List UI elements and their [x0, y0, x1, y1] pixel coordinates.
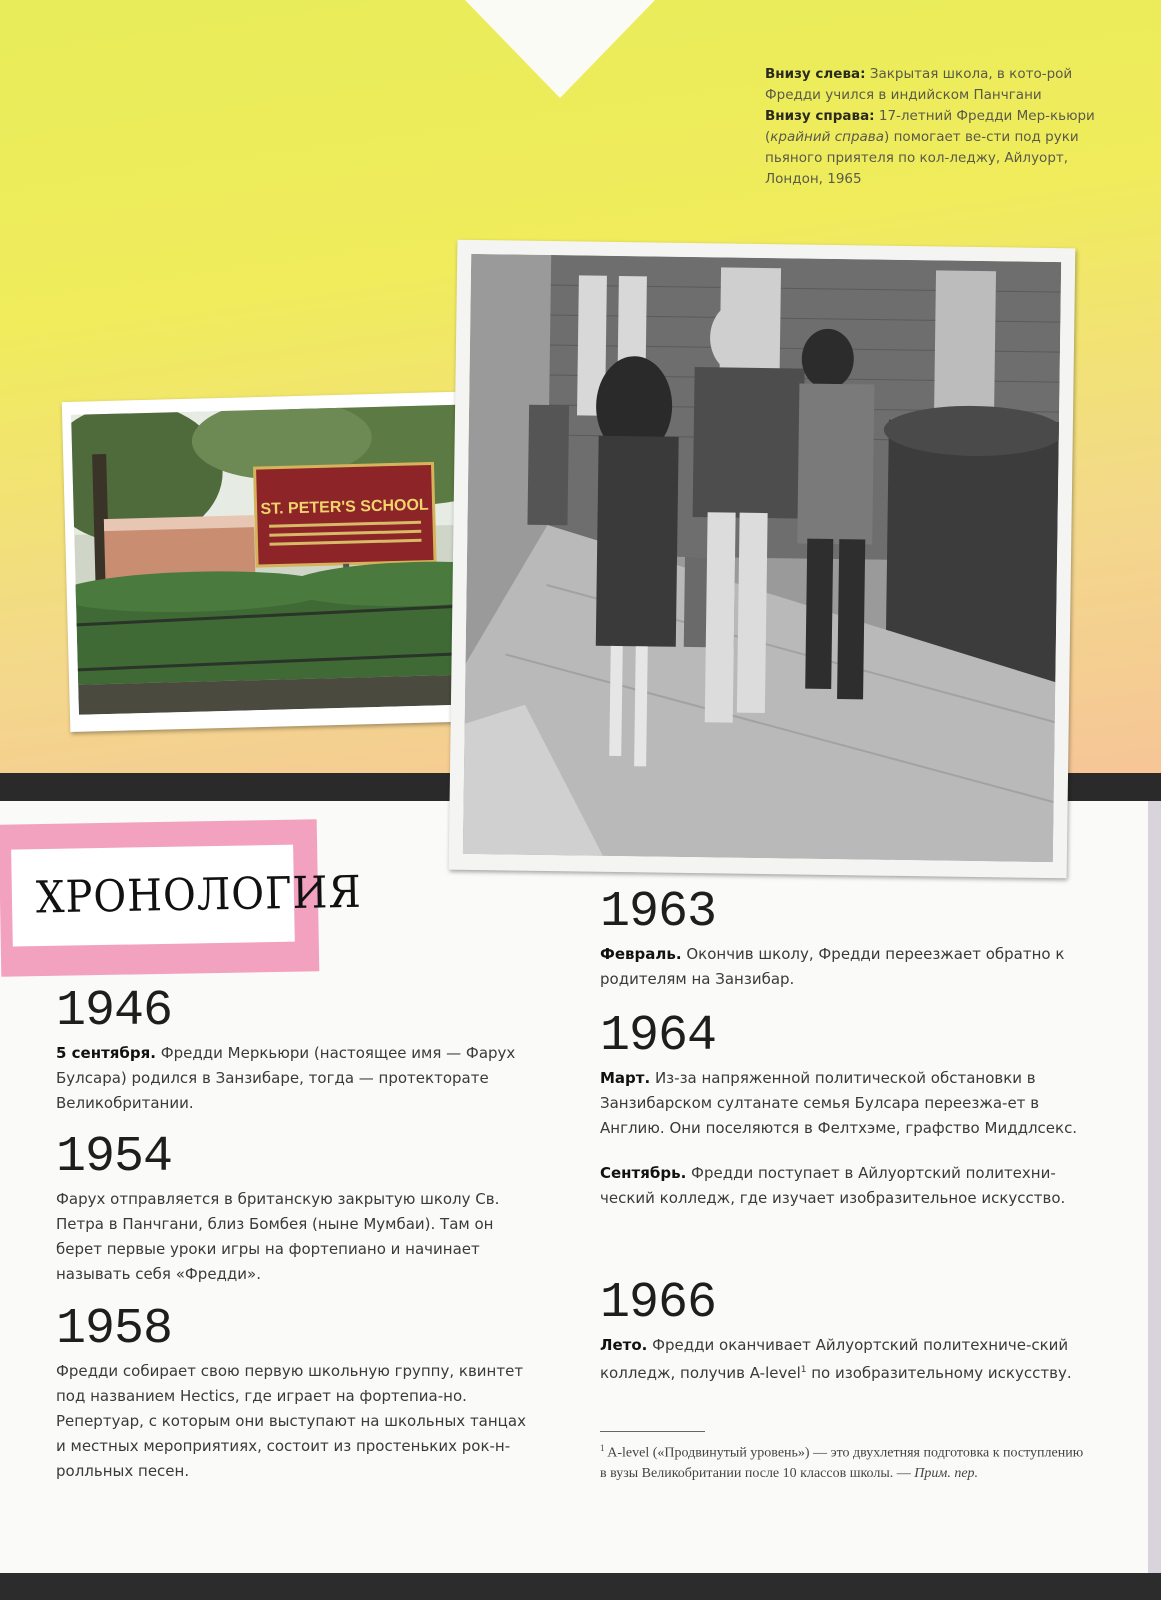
entry-date: Март.	[600, 1069, 651, 1087]
footnote-note: Прим. пер.	[914, 1465, 979, 1481]
footnote-divider	[600, 1431, 705, 1432]
year-label: 1966	[600, 1275, 717, 1332]
entry-text-2	[600, 1161, 1080, 1211]
caption-left-text: Закрытая школа, в кото-рой Фредди учился в индийском Панчгани	[765, 66, 1073, 103]
timeline-entry-1954	[56, 1129, 536, 1287]
entry-date: Лето.	[600, 1336, 648, 1354]
caption-right-text: 17-летний Фредди Мер-кьюри (	[765, 108, 1095, 145]
timeline-entry-1946	[56, 983, 536, 1116]
footnote	[600, 1438, 1090, 1484]
entry-text	[600, 1333, 1080, 1386]
footnote-text: A-level («Продвинутый уровень») — это двухлетняя подготовка к поступлению в вузы Великобритании после 10 классов школы. —	[600, 1445, 1084, 1481]
chronology-box	[11, 845, 363, 947]
entry-body-2: Фредди поступает в Айлуортский политехни-ческий колледж, где изучает изобразительное искусство.	[600, 1164, 1066, 1207]
photo-caption	[765, 64, 1095, 190]
timeline-entry-1964	[600, 1008, 1080, 1211]
entry-date: Февраль.	[600, 945, 682, 963]
timeline-entry-1963	[600, 884, 1080, 992]
chronology-heading: ХРОНОЛОГИЯ	[35, 867, 363, 924]
chronology-frame	[0, 819, 363, 977]
students-photo-image	[463, 254, 1061, 862]
students-photo	[449, 240, 1076, 879]
sign-title: ST. PETER'S SCHOOL	[260, 496, 429, 518]
year-label: 1964	[600, 1008, 717, 1065]
entry-text	[600, 942, 1080, 992]
caption-right-italic: крайний справа	[770, 129, 885, 145]
entry-text	[600, 1066, 1080, 1141]
footnote-mark: 1	[600, 1443, 605, 1453]
footnote-ref: 1	[800, 1365, 807, 1375]
entry-body-end: по изобразительному искусству.	[806, 1364, 1072, 1382]
entry-date: 5 сентября.	[56, 1044, 156, 1062]
entry-text: Фредди собирает свою первую школьную группу, квинтет под названием Hectics, где играет на фортепиа-но. Репертуар, с которым они выступают на школьных танцах и местных мероприятиях, состоит из простеньких рок-н-ролльных песен.	[56, 1362, 526, 1480]
year-label: 1954	[56, 1129, 173, 1186]
page-edge	[1148, 801, 1161, 1573]
year-label: 1946	[56, 983, 173, 1040]
timeline-entry-1958	[56, 1301, 536, 1484]
entry-text: Фарух отправляется в британскую закрытую школу Св. Петра в Панчгани, близ Бомбея (ныне Мумбаи). Там он берет первые уроки игры на фортепиано и начинает называть себя «Фредди».	[56, 1190, 500, 1283]
bottom-band	[0, 1573, 1161, 1600]
caption-right-label: Внизу справа:	[765, 108, 875, 124]
year-label: 1963	[600, 884, 717, 941]
entry-body: Фредди оканчивает Айлуортский политехниче-ский колледж, получив A-level	[600, 1336, 1069, 1382]
year-label: 1958	[56, 1301, 173, 1358]
entry-text	[56, 1041, 536, 1116]
timeline-entry-1966	[600, 1275, 1080, 1386]
entry-body: Окончив школу, Фредди переезжает обратно к родителям на Занзибар.	[600, 945, 1065, 988]
caption-left-label: Внизу слева:	[765, 66, 866, 82]
entry-body: Из-за напряженной политической обстановки в Занзибарском султанате семья Булсара переезжа-ет в Англию. Они поселяются в Фелтхэме, графство Миддлсекс.	[600, 1069, 1078, 1137]
caption-right-text-end: ) помогает ве-сти под руки пьяного приятеля по кол-леджу, Айлуорт, Лондон, 1965	[765, 129, 1079, 187]
entry-body: Фредди Меркьюри (настоящее имя — Фарух Булсара) родился в Занзибаре, тогда — протекторате Великобритании.	[56, 1044, 516, 1112]
entry-date-2: Сентябрь.	[600, 1164, 687, 1182]
top-notch	[465, 0, 655, 98]
